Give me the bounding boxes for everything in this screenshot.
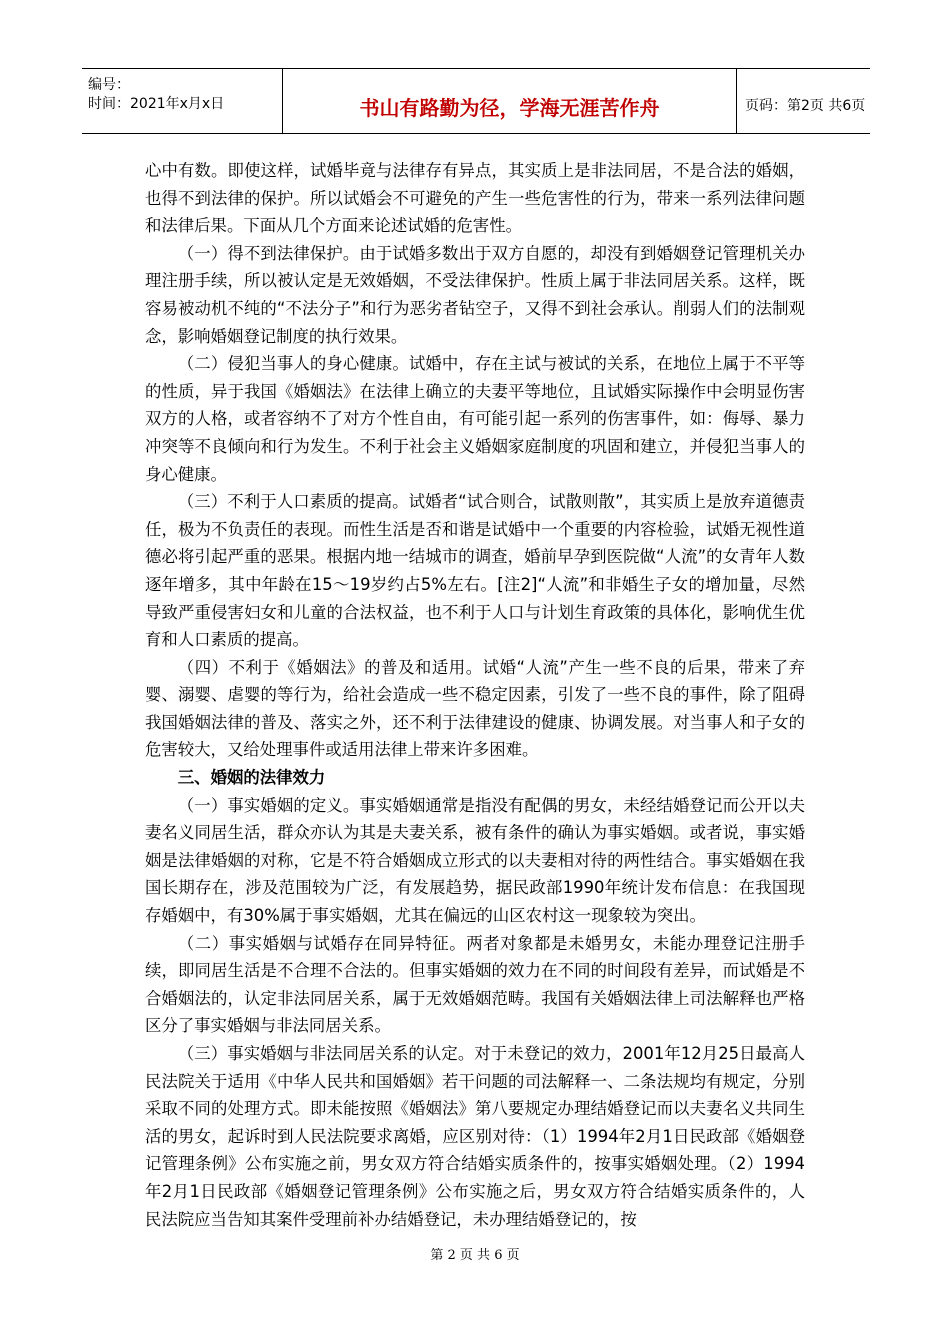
paragraph: （一）事实婚姻的定义。事实婚姻通常是指没有配偶的男女，未经结婚登记而公开以夫妻名义同居生活，群众亦认为其是夫妻关系，被有条件的确认为事实婚姻。或者说，事实婚姻是法律婚姻的对称，它是不符合婚姻成立形式的以夫妻相对待的两性结合。事实婚姻在我国长期存在，涉及范围较为广泛，有发展趋势，据民政部1990年统计发布信息：在我国现存婚姻中，有30%属于事实婚姻，尤其在偏远的山区农村这一现象较为突出。 (145, 795, 805, 926)
header-left-cell (82, 69, 282, 133)
paragraph: 心中有数。即使这样，试婚毕竟与法律存有异点，其实质上是非法同居，不是合法的婚姻，也得不到法律的保护。所以试婚会不可避免的产生一些危害性的行为，带来一系列法律问题和法律后果。下面从几个方面来论述试婚的危害性。 (145, 161, 805, 236)
header-motto-cell (282, 69, 737, 133)
paragraph: （四）不利于《婚姻法》的普及和适用。试婚“人流”产生一些不良的后果，带来了弃婴、溺婴、虐婴的等行为，给社会造成一些不稳定因素，引发了一些不良的事件，除了阻碍我国婚姻法律的普及、落实之外，还不利于法律建设的健康、协调发展。对当事人和子女的危害较大，又给处理事件或适用法律上带来许多困难。 (145, 657, 805, 760)
header-page-cell (737, 69, 870, 133)
paragraph: （三）不利于人口素质的提高。试婚者“试合则合，试散则散”，其实质上是放弃道德责任，极为不负责任的表现。而性生活是否和谐是试婚中一个重要的内容检验，试婚无视性道德必将引起严重的恶果。根据内地一结城市的调查，婚前早孕到医院做“人流”的女青年人数逐年增多，其中年龄在15～19岁约占5%左右。[注2]“人流”和非婚生子女的增加量，尽然导致严重侵害妇女和儿童的合法权益，也不利于人口与计划生育政策的具体化，影响优生优育和人口素质的提高。 (145, 492, 805, 650)
document-body (145, 157, 805, 1233)
page-header (82, 68, 870, 134)
paragraph: （三）事实婚姻与非法同居关系的认定。对于未登记的效力，2001年12月25日最高人民法院关于适用《中华人民共和国婚姻》若干问题的司法解释一、二条法规均有规定，分别采取不同的处理方式。即未能按照《婚姻法》第八要规定办理结婚登记而以夫妻名义共同生活的男女，起诉时到人民法院要求离婚，应区别对待：（1）1994年2月1日民政部《婚姻登记管理条例》公布实施之前，男女双方符合结婚实质条件的，按事实婚姻处理。（2）1994年2月1日民政部《婚姻登记管理条例》公布实施之后，男女双方符合结婚实质条件的，人民法院应当告知其案件受理前补办结婚登记，未办理结婚登记的，按 (145, 1044, 805, 1229)
header-motto: 书山有路勤为径，学海无涯苦作舟 (359, 96, 660, 120)
paragraph: （二）事实婚姻与试婚存在同异特征。两者对象都是未婚男女，未能办理登记注册手续，即同居生活是不合理不合法的。但事实婚姻的效力在不同的时间段有差异，而试婚是不合婚姻法的，认定非法同居关系，属于无效婚姻范畴。我国有关婚姻法律上司法解释也严格区分了事实婚姻与非法同居关系。 (145, 933, 805, 1036)
header-page-info: 页码：第2页 共6页 (745, 98, 866, 114)
section-heading: 三、婚姻的法律效力 (177, 768, 326, 788)
paragraph: （二）侵犯当事人的身心健康。试婚中，存在主试与被试的关系，在地位上属于不平等的性质，异于我国《婚姻法》在法律上确立的夫妻平等地位，且试婚实际操作中会明显伤害双方的人格，或者容纳不了对方个性自由，有可能引起一系列的伤害事件，如：侮辱、暴力冲突等不良倾向和行为发生。不利于社会主义婚姻家庭制度的巩固和建立，并侵犯当事人的身心健康。 (145, 354, 805, 484)
document-number-label: 编号： (88, 77, 130, 93)
paragraph: （一）得不到法律保护。由于试婚多数出于双方自愿的，却没有到婚姻登记管理机关办理注册手续，所以被认定是无效婚姻，不受法律保护。性质上属于非法同居关系。这样，既容易被动机不纯的“不法分子”和行为恶劣者钻空子，又得不到社会承认。削弱人们的法制观念，影响婚姻登记制度的执行效果。 (145, 243, 805, 346)
page-footer: 第 2 页 共 6 页 (430, 1248, 520, 1263)
document-time-label: 时间：2021年x月x日 (88, 96, 225, 112)
